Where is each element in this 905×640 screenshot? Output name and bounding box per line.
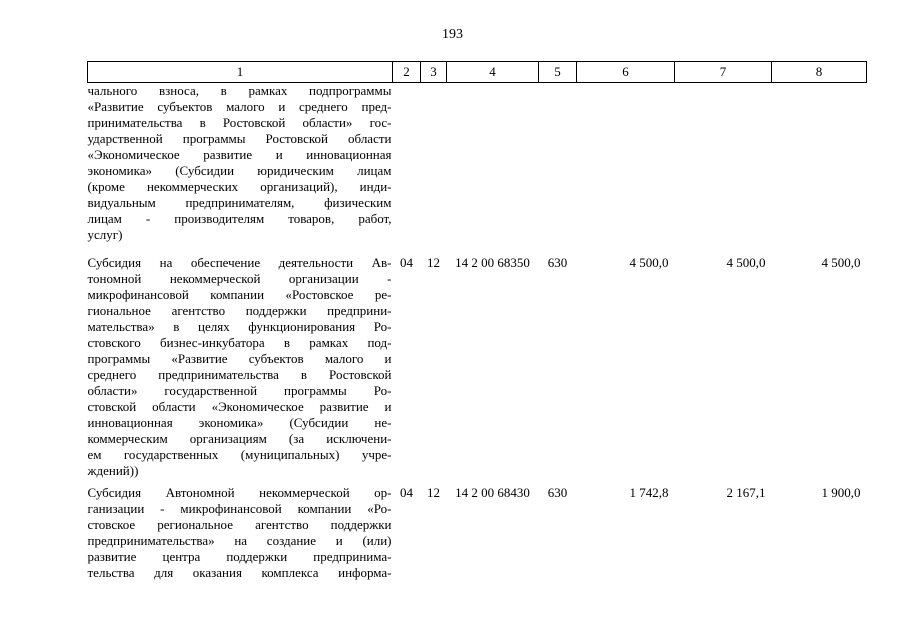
column-header-5: 5: [539, 62, 577, 83]
section-code: [393, 83, 421, 256]
column-header-7: 7: [675, 62, 772, 83]
text-line: видуальным предпринимателям, физическим: [87, 195, 392, 210]
row-description: [88, 83, 393, 256]
row-description: [88, 485, 393, 581]
text-line: (кроме некоммерческих организаций), инди-: [87, 179, 392, 194]
subsection-code: [421, 83, 447, 256]
text-line: «Экономическое развитие и инновационная: [87, 147, 392, 162]
expense-type-code: 630: [547, 485, 568, 500]
budget-table: [87, 61, 867, 581]
expense-type-code: 630: [547, 255, 568, 270]
text-line: ударственной программы Ростовской области: [87, 131, 392, 146]
table-row: [88, 83, 867, 256]
text-line: тельства для оказания комплекса информа-: [87, 565, 392, 580]
text-line: чального взноса, в рамках подпрограммы: [87, 83, 392, 98]
page-number: 193: [442, 27, 463, 42]
table-row: [88, 255, 867, 485]
column-header-6: 6: [577, 62, 675, 83]
header-row: [88, 62, 867, 83]
column-header-2: 2: [393, 62, 421, 83]
target-article-code: 14 2 00 68430: [455, 485, 530, 500]
column-header-4: 4: [447, 62, 539, 83]
text-line: развитие центра поддержки предпринима-: [87, 549, 392, 564]
amount-col-6: 1 742,8: [629, 485, 669, 500]
table-row: [88, 485, 867, 581]
text-line: ганизации - микрофинансовой компании «Ро-: [87, 501, 392, 516]
subsection-code: 12: [427, 485, 440, 500]
text-line: тономной некоммерческой организации -: [87, 271, 392, 286]
amount-col-7: 4 500,0: [726, 255, 766, 270]
column-header-3: 3: [421, 62, 447, 83]
text-line: коммерческим организациям (за исключени-: [87, 431, 392, 446]
column-header-8: 8: [772, 62, 867, 83]
text-line: программы «Развитие субъектов малого и: [87, 351, 392, 366]
amount-col-6: 4 500,0: [629, 255, 669, 270]
text-line: стовское региональное агентство поддержки: [87, 517, 392, 532]
amount-col-7: 2 167,1: [726, 485, 766, 500]
text-line: ем государственных (муниципальных) учре-: [87, 447, 392, 462]
amount-col-7: [675, 83, 772, 256]
amount-col-8: 1 900,0: [821, 485, 861, 500]
row-description: [88, 255, 393, 485]
amount-col-8: 4 500,0: [821, 255, 861, 270]
amount-col-8: [772, 83, 867, 256]
text-line: мательства» в целях функционирования Ро-: [87, 319, 392, 334]
text-line: предпринимательства» на создание и (или): [87, 533, 392, 548]
target-article-code: 14 2 00 68350: [455, 255, 530, 270]
target-article-code: [447, 83, 539, 256]
expense-type-code: [539, 83, 577, 256]
amount-col-6: [577, 83, 675, 256]
text-line: микрофинансовой компании «Ростовское ре-: [87, 287, 392, 302]
section-code: 04: [400, 485, 413, 500]
column-header-1: 1: [88, 62, 393, 83]
text-line: Субсидия на обеспечение деятельности Ав-: [87, 255, 392, 270]
section-code: 04: [400, 255, 413, 270]
text-line: Субсидия Автономной некоммерческой ор-: [87, 485, 392, 500]
text-line: лицам - производителям товаров, работ,: [87, 211, 392, 226]
text-line: области» государственной программы Ро-: [87, 383, 392, 398]
text-line: принимательства в Ростовской области» гос-: [87, 115, 392, 130]
text-line: гиональное агентство поддержки предприни-: [87, 303, 392, 318]
text-line: стовского бизнес-инкубатора в рамках под-: [87, 335, 392, 350]
text-line: стовской области «Экономическое развитие и: [87, 399, 392, 414]
text-line: экономика» (Субсидии юридическим лицам: [87, 163, 392, 178]
text-line: услуг): [87, 227, 123, 242]
text-line: ждений)): [87, 463, 139, 478]
text-line: среднего предпринимательства в Ростовской: [87, 367, 392, 382]
text-line: инновационная экономика» (Субсидии не-: [87, 415, 392, 430]
text-line: «Развитие субъектов малого и среднего пред-: [87, 99, 392, 114]
subsection-code: 12: [427, 255, 440, 270]
